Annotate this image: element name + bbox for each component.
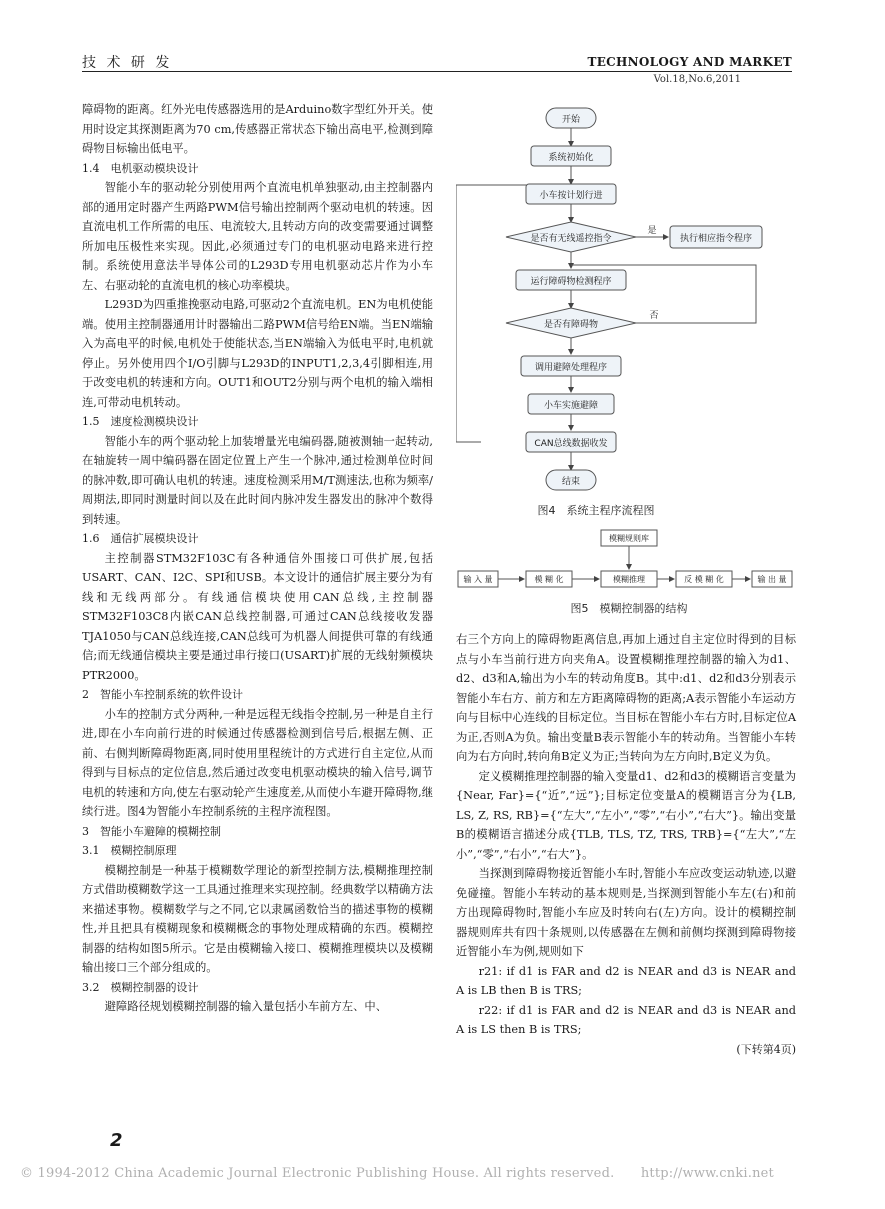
page-number: 2 <box>110 1130 123 1151</box>
paragraph: 右三个方向上的障碍物距离信息,再加上通过自主定位时得到的目标点与小车当前行进方向夹角A。设置模糊推理控制器的输入为d1、d2、d3和A,输出为小车的转动角度B。其中:d1、d2和d3分别表示智能小车右方、前方和左方距离障碍物的距离;A表示智能小车运动方向与目标中心连线的目标定位。当目标在智能小车右方时,目标定位A为正,否则A为负。输出变量B表示智能小车的转动角。当智能小车转向为右方向时,转向角B定义为正;当转向为左方向时,B定义为负。 <box>456 633 796 763</box>
flow-remote-label: 是否有无线遥控指令 <box>530 234 612 244</box>
section-heading: 2 智能小车控制系统的软件设计 <box>82 688 243 701</box>
section-heading: 3 智能小车避障的模糊控制 <box>82 824 221 838</box>
flow-avoid-label: 小车实施避障 <box>543 401 599 411</box>
main-program-flowchart <box>456 100 796 520</box>
defuzzify-label: 反 模 糊 化 <box>684 575 724 584</box>
section-heading: 1.5 速度检测模块设计 <box>82 415 199 428</box>
journal-section-label: 技 术 研 发 <box>82 55 173 71</box>
paragraph: 智能小车的两个驱动轮上加装增量光电编码器,随被测轴一起转动,在轴旋转一周中编码器在固定位置上产生一个脉冲,通过检测单位时间的脉冲数,即可确认电机的转速。速度检测采用M/T测速法,也称为频率/周期法,即同时测量时间以及在此时间内脉冲发生器发出的脉冲个数得到转速。 <box>82 434 433 526</box>
fuzzy-rules-label: 模糊规则库 <box>609 534 649 543</box>
flow-move-label: 小车按计划行进 <box>539 191 603 201</box>
section-heading: 3.2 模糊控制器的设计 <box>82 980 199 994</box>
paragraph: 主控制器STM32F103C有各种通信外围接口可供扩展,包括USART、CAN、I2C、SPI和USB。本文设计的通信扩展主要分为有线和无线两部分。有线通信模块使用CAN总线,主控制器STM32F103C8内嵌CAN总线控制器,可通过CAN总线接收发器TJA1050与CAN总线连接,CAN总线可为机器人间提供可靠的有线通信;而无线通信模块主要是通过串行接口(USART)扩展的无线射频模块PTR2000。 <box>82 551 433 682</box>
flow-init-label: 系统初始化 <box>548 153 594 163</box>
fuzzy-controller-diagram <box>456 526 796 616</box>
journal-volume: Vol.18,No.6,2011 <box>653 74 741 85</box>
paragraph: 避障路径规划模糊控制器的输入量包括小车前方左、中、 <box>104 1000 388 1013</box>
section-heading: 1.6 通信扩展模块设计 <box>82 532 199 545</box>
fuzzy-input-label: 输 入 量 <box>463 575 493 584</box>
fuzzy-output-label: 输 出 量 <box>757 575 787 584</box>
paragraph: 小车的控制方式分两种,一种是远程无线指令控制,另一种是自主行进,即在小车向前行进的时候通过传感器检测到信号后,根据左侧、正前、右侧判断障碍物距离,同时使用里程统计的方式进行自主定位,从而得到与目标点的定位信息,然后通过改变电机驱动模块的输入信号,调节电机的转速和方向,使左右驱动轮产生速度差,从而使小车避开障碍物,继续行进。图4为智能小车控制系统的主程序流程图。 <box>82 707 433 818</box>
journal-title: TECHNOLOGY AND MARKET <box>587 55 792 69</box>
copyright-footer: © 1994-2012 China Academic Journal Electronic Publishing House. All rights reserved. http://www.cnki.net <box>20 1166 774 1181</box>
rule-r22: r22: if d1 is FAR and d2 is NEAR and d3 is NEAR and A is LS then B is TRS; <box>456 1003 796 1036</box>
paragraph: L293D为四重推挽驱动电路,可驱动2个直流电机。EN为电机使能端。使用主控制器通用计时器输出二路PWM信号给EN端。当EN端输入为高电平的时候,电机处于使能状态,当EN端输入为低电平时,电机就停止。另外使用四个I/O引脚与L293D的INPUT1,2,3,4引脚相连,用于改变电机的转速和方向。OUT1和OUT2分别与两个电机的输入端相连,可带动电机转动。 <box>82 298 433 409</box>
flow-yes-label: 是 <box>647 226 657 236</box>
right-column <box>456 630 796 1059</box>
fuzzy-infer-label: 模糊推理 <box>613 575 645 584</box>
rule-r21: r21: if d1 is FAR and d2 is NEAR and d3 is NEAR and A is LB then B is TRS; <box>456 964 796 997</box>
continued-note: (下转第4页) <box>736 1042 796 1056</box>
flow-exec-label: 执行相应指令程序 <box>679 234 753 244</box>
flow-can-label: CAN总线数据收发 <box>534 439 608 449</box>
flow-avoid-program-label: 调用避障处理程序 <box>534 363 608 373</box>
paragraph: 定义模糊推理控制器的输入变量d1、d2和d3的模糊语言变量为{Near, Far}={“近”,“远”};目标定位变量A的模糊语言分为{LB, LS, Z, RS, RB}={“左大”,“左小”,“零”,“右小”,“右大”}。输出变量B的模糊语言描述分成{TLB, TLS, TZ, TRS, TRB}={“左大”,“左小”,“零”,“右小”,“右大”}。 <box>456 769 796 861</box>
figure5-caption: 图5 模糊控制器的结构 <box>570 602 688 615</box>
fuzzify-label: 模 糊 化 <box>534 575 564 584</box>
header-rule <box>82 71 792 72</box>
flow-end-label: 结束 <box>561 477 581 487</box>
paragraph: 智能小车的驱动轮分别使用两个直流电机单独驱动,由主控制器内部的通用定时器产生两路PWM信号输出控制两个驱动电机的转速。因直流电机工作所需的电压、电流较大,且转动方向的改变需要通过调整所加电压极性来实现。因此,必须通过专门的电机驱动电路来进行控制。系统使用意法半导体公司的L293D专用电机驱动芯片作为小车左、右驱动轮的直流电机的核心功率模块。 <box>82 181 433 292</box>
flow-obstacle-label: 是否有障碍物 <box>543 320 599 330</box>
paragraph: 当探测到障碍物接近智能小车时,智能小车应改变运动轨迹,以避免碰撞。智能小车转动的基本规则是,当探测到智能小车左(右)和前方出现障碍物时,智能小车应及时转向右(左)方向。设计的模糊控制器规则库共有四十条规则,以传感器在左侧和前侧均探测到障碍物接近智能小车为例,规则如下 <box>456 867 796 958</box>
paragraph: 障碍物的距离。红外光电传感器选用的是Arduino数字型红外开关。使用时设定其探测距离为70 cm,传感器正常状态下输出高电平,检测到障碍物目标输出低电平。 <box>82 103 433 155</box>
paragraph: 模糊控制是一种基于模糊数学理论的新型控制方法,模糊推理控制方式借助模糊数学这一工具通过推理来实现控制。经典数学以精确方法来描述事物。模糊数学与之不同,它以隶属函数恰当的描述事物的模糊性,并且把具有模糊现象和模糊概念的事物处理成精确的东西。模糊控制器的结构如图5所示。它是由模糊输入接口、模糊推理模块以及模糊输出接口三个部分组成的。 <box>82 863 433 974</box>
left-column <box>82 100 433 1017</box>
flow-detect-label: 运行障碍物检测程序 <box>530 277 612 287</box>
flow-start-label: 开始 <box>561 115 581 125</box>
figure4-caption: 图4 系统主程序流程图 <box>537 504 655 517</box>
section-heading: 3.1 模糊控制原理 <box>82 844 177 857</box>
section-heading: 1.4 电机驱动模块设计 <box>82 161 199 175</box>
flow-no-label: 否 <box>649 311 659 321</box>
